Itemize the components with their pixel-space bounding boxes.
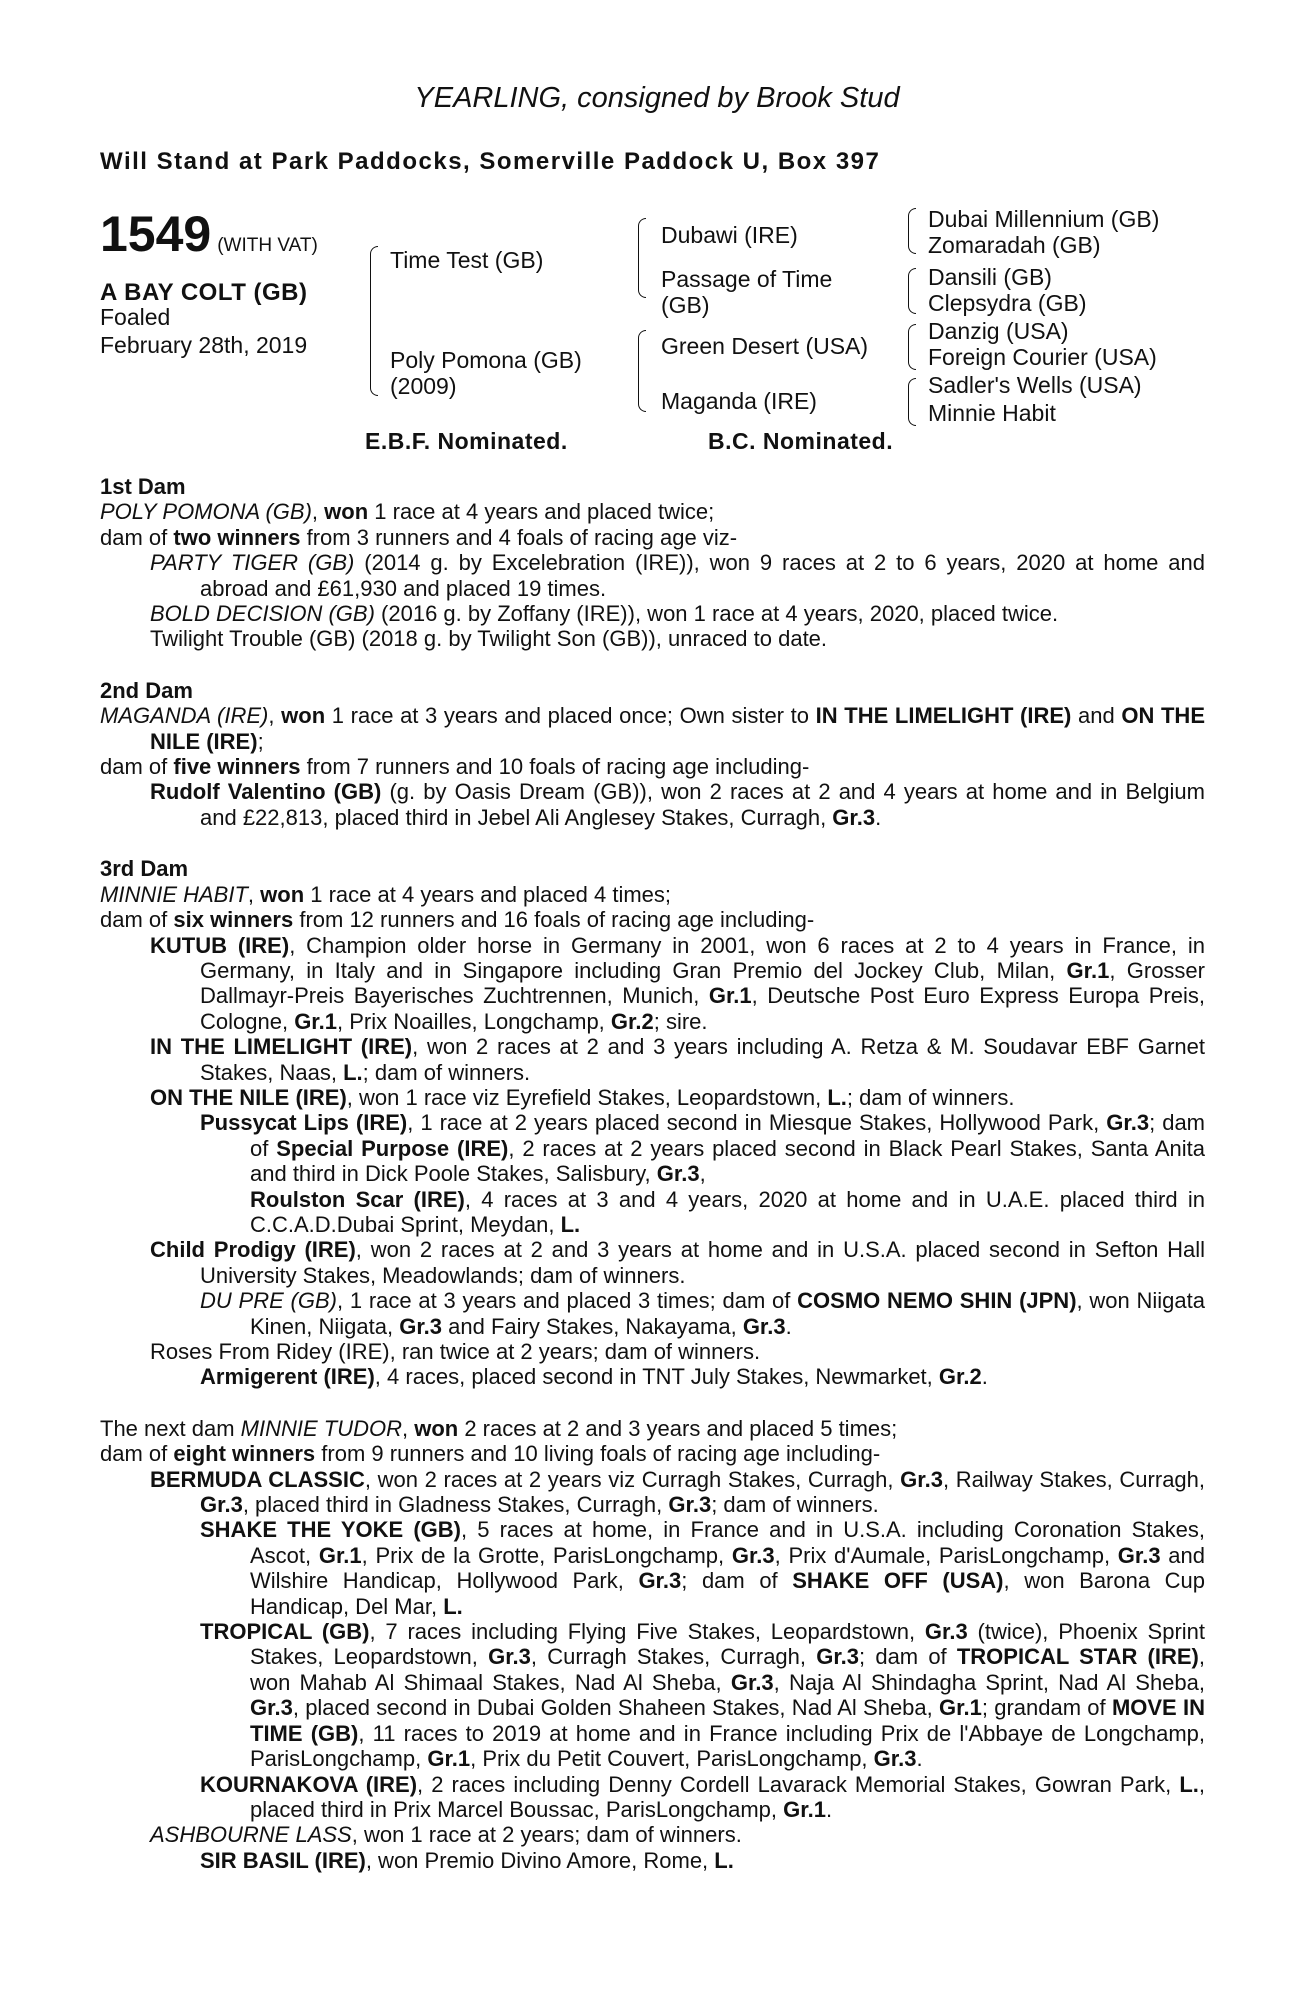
sire-name: Time Test (GB): [390, 247, 544, 273]
dam-sire-name: Green Desert (USA): [661, 333, 869, 359]
foaled-date: February 28th, 2019: [100, 332, 308, 358]
next-dam-record: The next dam MINNIE TUDOR, won 2 races at 2 and 3 years and placed 5 times;: [100, 1415, 898, 1441]
catalogue-body: [100, 474, 1205, 1873]
vat-note: (WITH VAT): [217, 235, 318, 256]
dd-dam-name: Minnie Habit: [928, 400, 1056, 426]
produce-kutub: KUTUB (IRE), Champion older horse in Germany in 2001, won 6 races at 2 to 4 years in France, in Germany, in Italy and in Singapore including Gran Premio del Jockey Club, Milan, Gr.1, Grosser Dallmayr-Preis Bayerisches Zuchtrennen, Munich, Gr.1, Deutsche Post Euro Express Europa Preis, Cologne, Gr.1, Prix Noailles, Longchamp, Gr.2; sire.: [150, 932, 1205, 1034]
sd-sire-name: Dansili (GB): [928, 264, 1052, 290]
lot-number: 1549: [100, 206, 212, 262]
produce-du-pre: DU PRE (GB), 1 race at 3 years and placed 3 times; dam of COSMO NEMO SHIN (JPN), won Niigata Kinen, Niigata, Gr.3 and Fairy Stakes, Nakayama, Gr.3.: [200, 1288, 1205, 1339]
second-dam-heading: 2nd Dam: [100, 677, 193, 703]
ss-dam-name: Zomaradah (GB): [928, 232, 1101, 258]
produce-pussycat-lips: Pussycat Lips (IRE), 1 race at 2 years placed second in Miesque Stakes, Hollywood Park, Gr.3; dam of Special Purpose (IRE), 2 races at 2 years placed second in Black Pearl Stakes, Santa Anita and third in Dick Poole Stakes, Salisbury, Gr.3, Roulston Scar (IRE), 4 races at 3 and 4 years, 2020 at home and in U.A.E. placed third in C.C.A.D.Dubai Sprint, Meydan, L.: [200, 1110, 1206, 1237]
sire-sire-name: Dubawi (IRE): [661, 222, 798, 248]
produce-on-the-nile: ON THE NILE (IRE), won 1 race viz Eyrefield Stakes, Leopardstown, L.; dam of winners.: [150, 1084, 1015, 1110]
produce-rudolf-valentino: Rudolf Valentino (GB) (g. by Oasis Dream (GB)), won 2 races at 2 and 4 years at home and in Belgium and £22,813, placed third in Jebel Ali Anglesey Stakes, Curragh, Gr.3.: [150, 779, 1205, 830]
produce-tropical: TROPICAL (GB), 7 races including Flying Five Stakes, Leopardstown, Gr.3 (twice), Phoenix Sprint Stakes, Leopardstown, Gr.3, Curragh Stakes, Curragh, Gr.3; dam of TROPICAL STAR (IRE), won Mahab Al Shimaal Stakes, Nad Al Sheba, Gr.3, Naja Al Shindagha Sprint, Nad Al Sheba, Gr.3, placed second in Dubai Golden Shaheen Stakes, Nad Al Sheba, Gr.1; grandam of MOVE IN TIME (GB), 11 races to 2019 at home and in France including Prix de l'Abbaye de Longchamp, ParisLongchamp, Gr.1, Prix du Petit Couvert, ParisLongchamp, Gr.3.: [200, 1619, 1206, 1772]
third-dam-record: MINNIE HABIT, won 1 race at 4 years and placed 4 times;: [100, 881, 672, 907]
dam-dam-name: Maganda (IRE): [661, 388, 817, 414]
bc-nomination: B.C. Nominated.: [708, 428, 894, 454]
produce-child-prodigy: Child Prodigy (IRE), won 2 races at 2 and 3 years at home and in U.S.A. placed second in Sefton Hall University Stakes, Meadowlands; dam of winners.: [150, 1237, 1205, 1288]
dam-line-bracket: [638, 330, 646, 412]
third-dam-heading: 3rd Dam: [100, 856, 189, 882]
ds-sire-name: Danzig (USA): [928, 318, 1069, 344]
produce-bermuda-classic: BERMUDA CLASSIC, won 2 races at 2 years viz Curragh Stakes, Curragh, Gr.3, Railway Stakes, Curragh, Gr.3, placed third in Gladness Stakes, Curragh, Gr.3; dam of winners.: [150, 1466, 1206, 1518]
third-dam-produce-summary: dam of six winners from 12 runners and 16 foals of racing age including-: [100, 907, 815, 933]
sd-bracket: [908, 268, 916, 314]
next-dam-produce-summary: dam of eight winners from 9 runners and 10 living foals of racing age including-: [100, 1441, 881, 1467]
first-dam-heading: 1st Dam: [100, 474, 186, 499]
produce-kournakova: KOURNAKOVA (IRE), 2 races including Denny Cordell Lavarack Memorial Stakes, Gowran Park, L., placed third in Prix Marcel Boussac, ParisLongchamp, Gr.1.: [200, 1771, 1205, 1822]
sire-dam-suffix: (GB): [661, 292, 710, 318]
dd-bracket: [908, 378, 916, 426]
ss-bracket: [908, 208, 916, 254]
produce-armigerent: Armigerent (IRE), 4 races, placed second in TNT July Stakes, Newmarket, Gr.2.: [200, 1364, 988, 1390]
produce-shake-the-yoke: SHAKE THE YOKE (GB), 5 races at home, in France and in U.S.A. including Coronation Stakes, Ascot, Gr.1, Prix de la Grotte, ParisLongchamp, Gr.3, Prix d'Aumale, ParisLongchamp, Gr.3 and Wilshire Handicap, Hollywood Park, Gr.3; dam of SHAKE OFF (USA), won Barona Cup Handicap, Del Mar, L.: [200, 1517, 1206, 1619]
produce-roses-from-ridey: Roses From Ridey (IRE), ran twice at 2 years; dam of winners.: [150, 1339, 761, 1364]
first-dam-produce-summary: dam of two winners from 3 runners and 4 foals of racing age viz-: [100, 524, 738, 550]
second-dam-record: MAGANDA (IRE), won 1 race at 3 years and placed once; Own sister to IN THE LIMELIGHT (IRE) and ON THE NILE (IRE);: [100, 703, 1205, 754]
first-dam-record: POLY POMONA (GB), won 1 race at 4 years and placed twice;: [100, 499, 715, 525]
produce-ashbourne-lass: ASHBOURNE LASS, won 1 race at 2 years; dam of winners.: [150, 1822, 742, 1848]
produce-bold-decision: BOLD DECISION (GB) (2016 g. by Zoffany (IRE)), won 1 race at 4 years, 2020, placed twice.: [150, 601, 1059, 627]
lot-description: A BAY COLT (GB): [100, 279, 308, 306]
dam-year: (2009): [390, 373, 457, 399]
ebf-nomination: E.B.F. Nominated.: [365, 428, 568, 454]
location-subtitle: Will Stand at Park Paddocks, Somerville Paddock U, Box 397: [100, 148, 881, 175]
produce-in-the-limelight: IN THE LIMELIGHT (IRE), won 2 races at 2 and 3 years including A. Retza & M. Soudavar EBF Garnet Stakes, Naas, L.; dam of winners.: [150, 1034, 1205, 1085]
sire-dam-name: Passage of Time: [661, 266, 833, 292]
ds-bracket: [908, 324, 916, 370]
sire-bracket: [370, 246, 378, 396]
dd-sire-name: Sadler's Wells (USA): [928, 372, 1142, 398]
lot-number-line: [100, 205, 318, 263]
produce-sir-basil: SIR BASIL (IRE), won Premio Divino Amore, Rome, L.: [200, 1847, 734, 1873]
second-dam-produce-summary: dam of five winners from 7 runners and 10 foals of racing age including-: [100, 754, 810, 780]
page-title: YEARLING, consigned by Brook Stud: [414, 82, 900, 114]
ss-sire-name: Dubai Millennium (GB): [928, 206, 1160, 232]
produce-twilight-trouble: Twilight Trouble (GB) (2018 g. by Twilight Son (GB)), unraced to date.: [150, 626, 828, 652]
produce-party-tiger: PARTY TIGER (GB) (2014 g. by Excelebration (IRE)), won 9 races at 2 to 6 years, 2020 at home and abroad and £61,930 and placed 19 times.: [150, 550, 1205, 601]
sd-dam-name: Clepsydra (GB): [928, 290, 1087, 316]
sire-line-bracket: [638, 218, 646, 298]
ds-dam-name: Foreign Courier (USA): [928, 344, 1157, 370]
dam-name: Poly Pomona (GB): [390, 347, 582, 373]
foaled-label: Foaled: [100, 304, 171, 330]
